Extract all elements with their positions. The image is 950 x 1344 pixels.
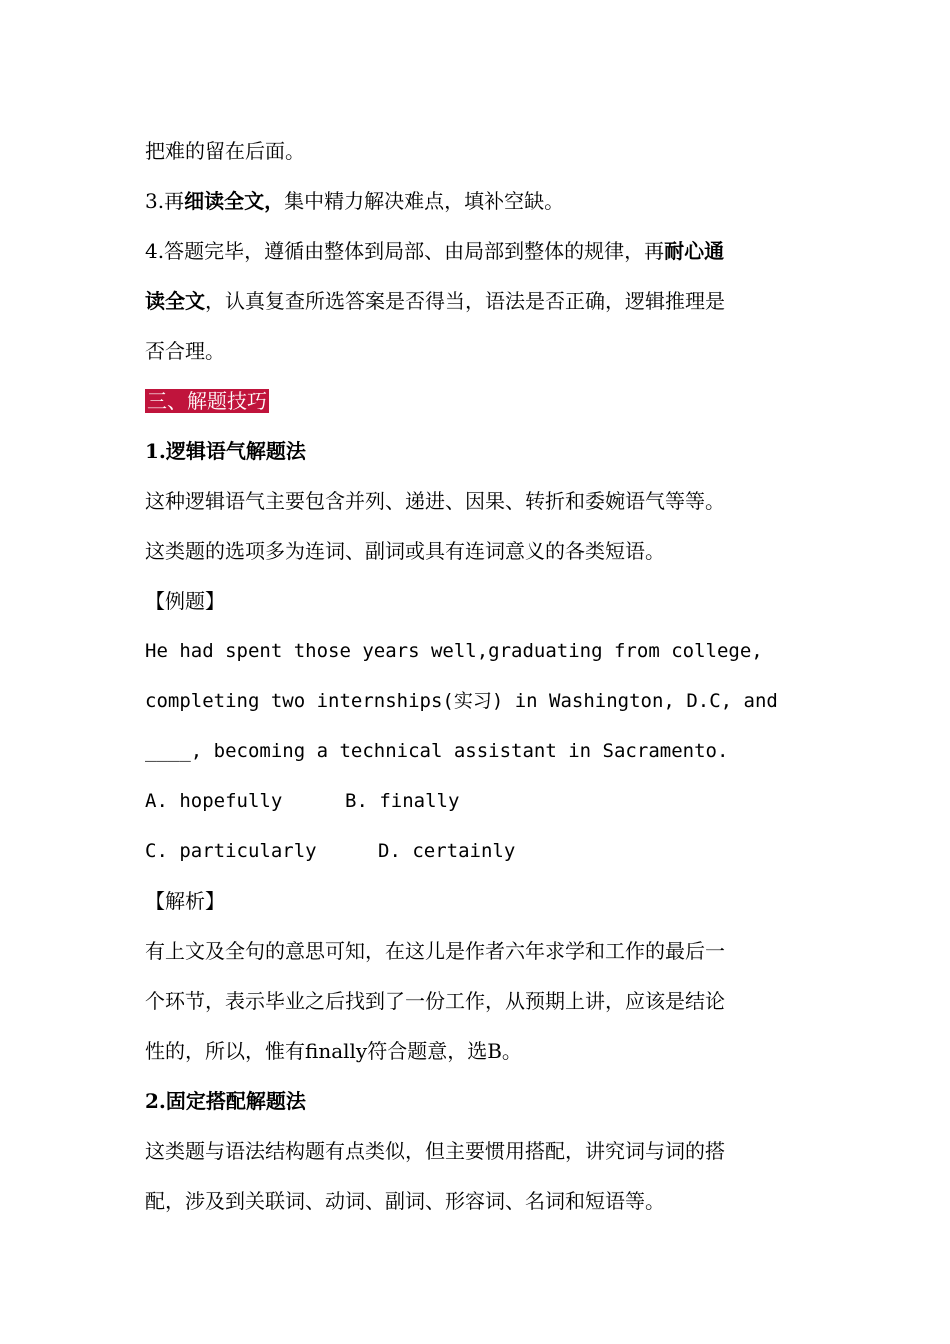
example-line-1: He had spent those years well,graduating from college,: [145, 640, 763, 662]
analysis-line-3: 性的，所以，惟有finally符合题意，选B。: [145, 1039, 522, 1063]
step-3-bold: 细读全文，: [184, 189, 285, 213]
method-2-title: 2.固定搭配解题法: [145, 1089, 306, 1113]
step-4-suffix: ，认真复查所选答案是否得当，语法是否正确，逻辑推理是: [205, 289, 725, 313]
example-line-2: completing two internships(实习) in Washington, D.C, and: [145, 690, 778, 712]
method-1-desc-1: 这种逻辑语气主要包含并列、递进、因果、转折和委婉语气等等。: [145, 489, 725, 513]
step-4-line-2: [145, 287, 725, 315]
method-1-desc-2: 这类题的选项多为连词、副词或具有连词意义的各类短语。: [145, 539, 665, 563]
option-d: D. certainly: [378, 840, 516, 862]
analysis-line-2: 个环节，表示毕业之后找到了一份工作，从预期上讲，应该是结论: [145, 989, 725, 1013]
example-line-3: ____, becoming a technical assistant in Sacramento.: [145, 740, 729, 762]
option-a: A. hopefully: [145, 790, 283, 812]
method-1-title: 1.逻辑语气解题法: [145, 439, 306, 463]
method-2-desc-2: 配，涉及到关联词、动词、副词、形容词、名词和短语等。: [145, 1189, 665, 1213]
step-4-bold-1: 耐心通: [664, 239, 725, 263]
example-label: 【例题】: [145, 589, 225, 613]
section-heading: 三、解题技巧: [147, 389, 267, 413]
step-3-suffix: 集中精力解决难点，填补空缺。: [284, 189, 565, 213]
option-c: C. particularly: [145, 840, 317, 862]
paragraph-line: 把难的留在后面。: [145, 139, 305, 163]
step-4-prefix: 4.答题完毕，遵循由整体到局部、由局部到整体的规律，再: [145, 239, 665, 263]
options-row-1: [145, 787, 460, 815]
step-4-bold-2: 读全文: [145, 289, 205, 313]
step-3-line: [145, 187, 564, 215]
option-b: B. finally: [345, 790, 460, 812]
section-heading-line: [145, 387, 269, 415]
options-row-2: [145, 837, 516, 865]
method-2-desc-1: 这类题与语法结构题有点类似，但主要惯用搭配，讲究词与词的搭: [145, 1139, 725, 1163]
analysis-line-1: 有上文及全句的意思可知，在这儿是作者六年求学和工作的最后一: [145, 939, 725, 963]
step-4-line-1: [145, 237, 724, 265]
step-4-line-3: 否合理。: [145, 339, 225, 363]
step-3-prefix: 3.再: [145, 189, 185, 213]
analysis-label: 【解析】: [145, 889, 225, 913]
